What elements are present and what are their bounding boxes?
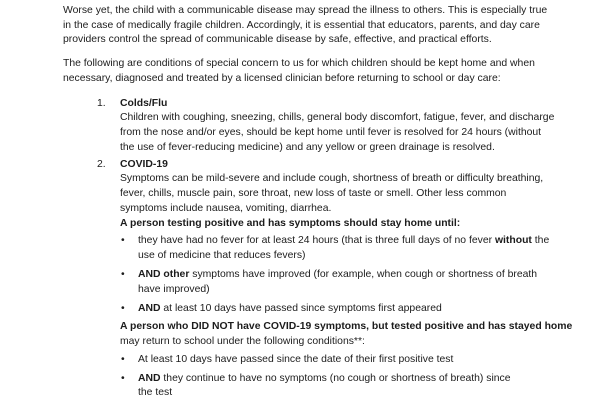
list-item — [120, 372, 583, 402]
intro-line — [63, 0, 520, 1]
bullet-icon: • — [121, 353, 125, 365]
intro-line: in the case of medically fragile children. Accordingly, it is essential that educators, parents, and day care — [63, 19, 540, 31]
lead-line: The following are conditions of special concern to us for which children should be kept home and when — [63, 58, 535, 70]
intro-line: providers control the spread of communicable disease by safe, effective, and practical efforts. — [63, 34, 492, 46]
condition-item-covid-19 — [63, 158, 583, 405]
item-line: Children with coughing, sneezing, chills, general body discomfort, fatigue, fever, and discharge — [120, 112, 555, 124]
bullet-emphasis: AND — [138, 372, 161, 384]
item-description — [120, 172, 583, 216]
bullet-icon: • — [121, 235, 125, 247]
bullet-emphasis: AND other — [138, 269, 190, 281]
lead-line: necessary, diagnosed and treated by a licensed clinician before returning to school or day care: — [63, 72, 501, 84]
bullet-text — [138, 372, 583, 402]
item-line: symptoms include nausea, vomiting, diarrhea. — [120, 202, 332, 214]
list-item — [120, 234, 583, 264]
item-line: the use of fever-reducing medicine) and any yellow or green drainage is resolved. — [120, 141, 495, 153]
intro-line: Worse yet, the child with a communicable disease may spread the illness to others. This is especially true — [63, 4, 548, 16]
bullet-emphasis: without — [494, 235, 532, 247]
bullet-text-part: symptoms have improved (for example, when cough or shortness of breath — [189, 269, 538, 281]
intro-paragraph — [63, 0, 583, 48]
item-line: Symptoms can be mild-severe and include cough, shortness of breath or difficulty breathing, — [120, 173, 544, 185]
item-title: COVID-19 — [120, 158, 168, 170]
document-body — [63, 0, 583, 405]
bullet-text — [138, 234, 583, 264]
bullet-text-part: use of medicine that reduces fevers) — [138, 250, 306, 262]
list-item — [120, 268, 583, 298]
bullet-text — [138, 268, 583, 298]
bullet-text-part: have improved) — [138, 283, 210, 295]
bullet-text-part: the — [531, 235, 550, 247]
condition-item-colds-flu — [63, 97, 583, 156]
item-body — [120, 158, 583, 405]
no-symptoms-list — [120, 353, 583, 401]
item-number: 2. — [97, 158, 106, 170]
bullet-icon: • — [121, 269, 125, 281]
item-title: Colds/Flu — [120, 97, 168, 109]
item-description — [120, 111, 583, 155]
bullet-icon: • — [121, 302, 125, 314]
bullet-text-part: at least 10 days have passed since symptoms first appeared — [160, 302, 442, 314]
item-line: fever, chills, muscle pain, sore throat, new loss of taste or smell. Other less common — [120, 188, 507, 200]
item-body — [120, 97, 583, 156]
no-symptoms-heading: A person who DID NOT have COVID-19 symptoms, but tested positive and has stayed home — [120, 321, 573, 333]
bullet-text-part: they have had no fever for at least 24 hours (that is three full days of no fever — [138, 235, 495, 247]
bullet-icon: • — [121, 372, 125, 384]
positive-symptoms-list — [120, 234, 583, 316]
positive-symptoms-heading: A person testing positive and has symptoms should stay home until: — [120, 217, 461, 229]
bullet-text-part: the test — [138, 387, 173, 399]
bullet-text: At least 10 days have passed since the date of their first positive test — [138, 353, 454, 365]
list-item — [120, 302, 583, 317]
bullet-text-part: they continue to have no symptoms (no cough or shortness of breath) since — [160, 372, 511, 384]
bullet-emphasis: AND — [138, 302, 161, 314]
item-number: 1. — [97, 97, 106, 109]
item-line: from the nose and/or eyes, should be kept home until fever is resolved for 24 hours (without — [120, 127, 542, 139]
list-item — [120, 353, 583, 368]
conditions-lead-paragraph — [63, 57, 583, 87]
no-symptoms-subline: may return to school under the following conditions**: — [120, 336, 365, 348]
bullet-text — [138, 302, 583, 317]
